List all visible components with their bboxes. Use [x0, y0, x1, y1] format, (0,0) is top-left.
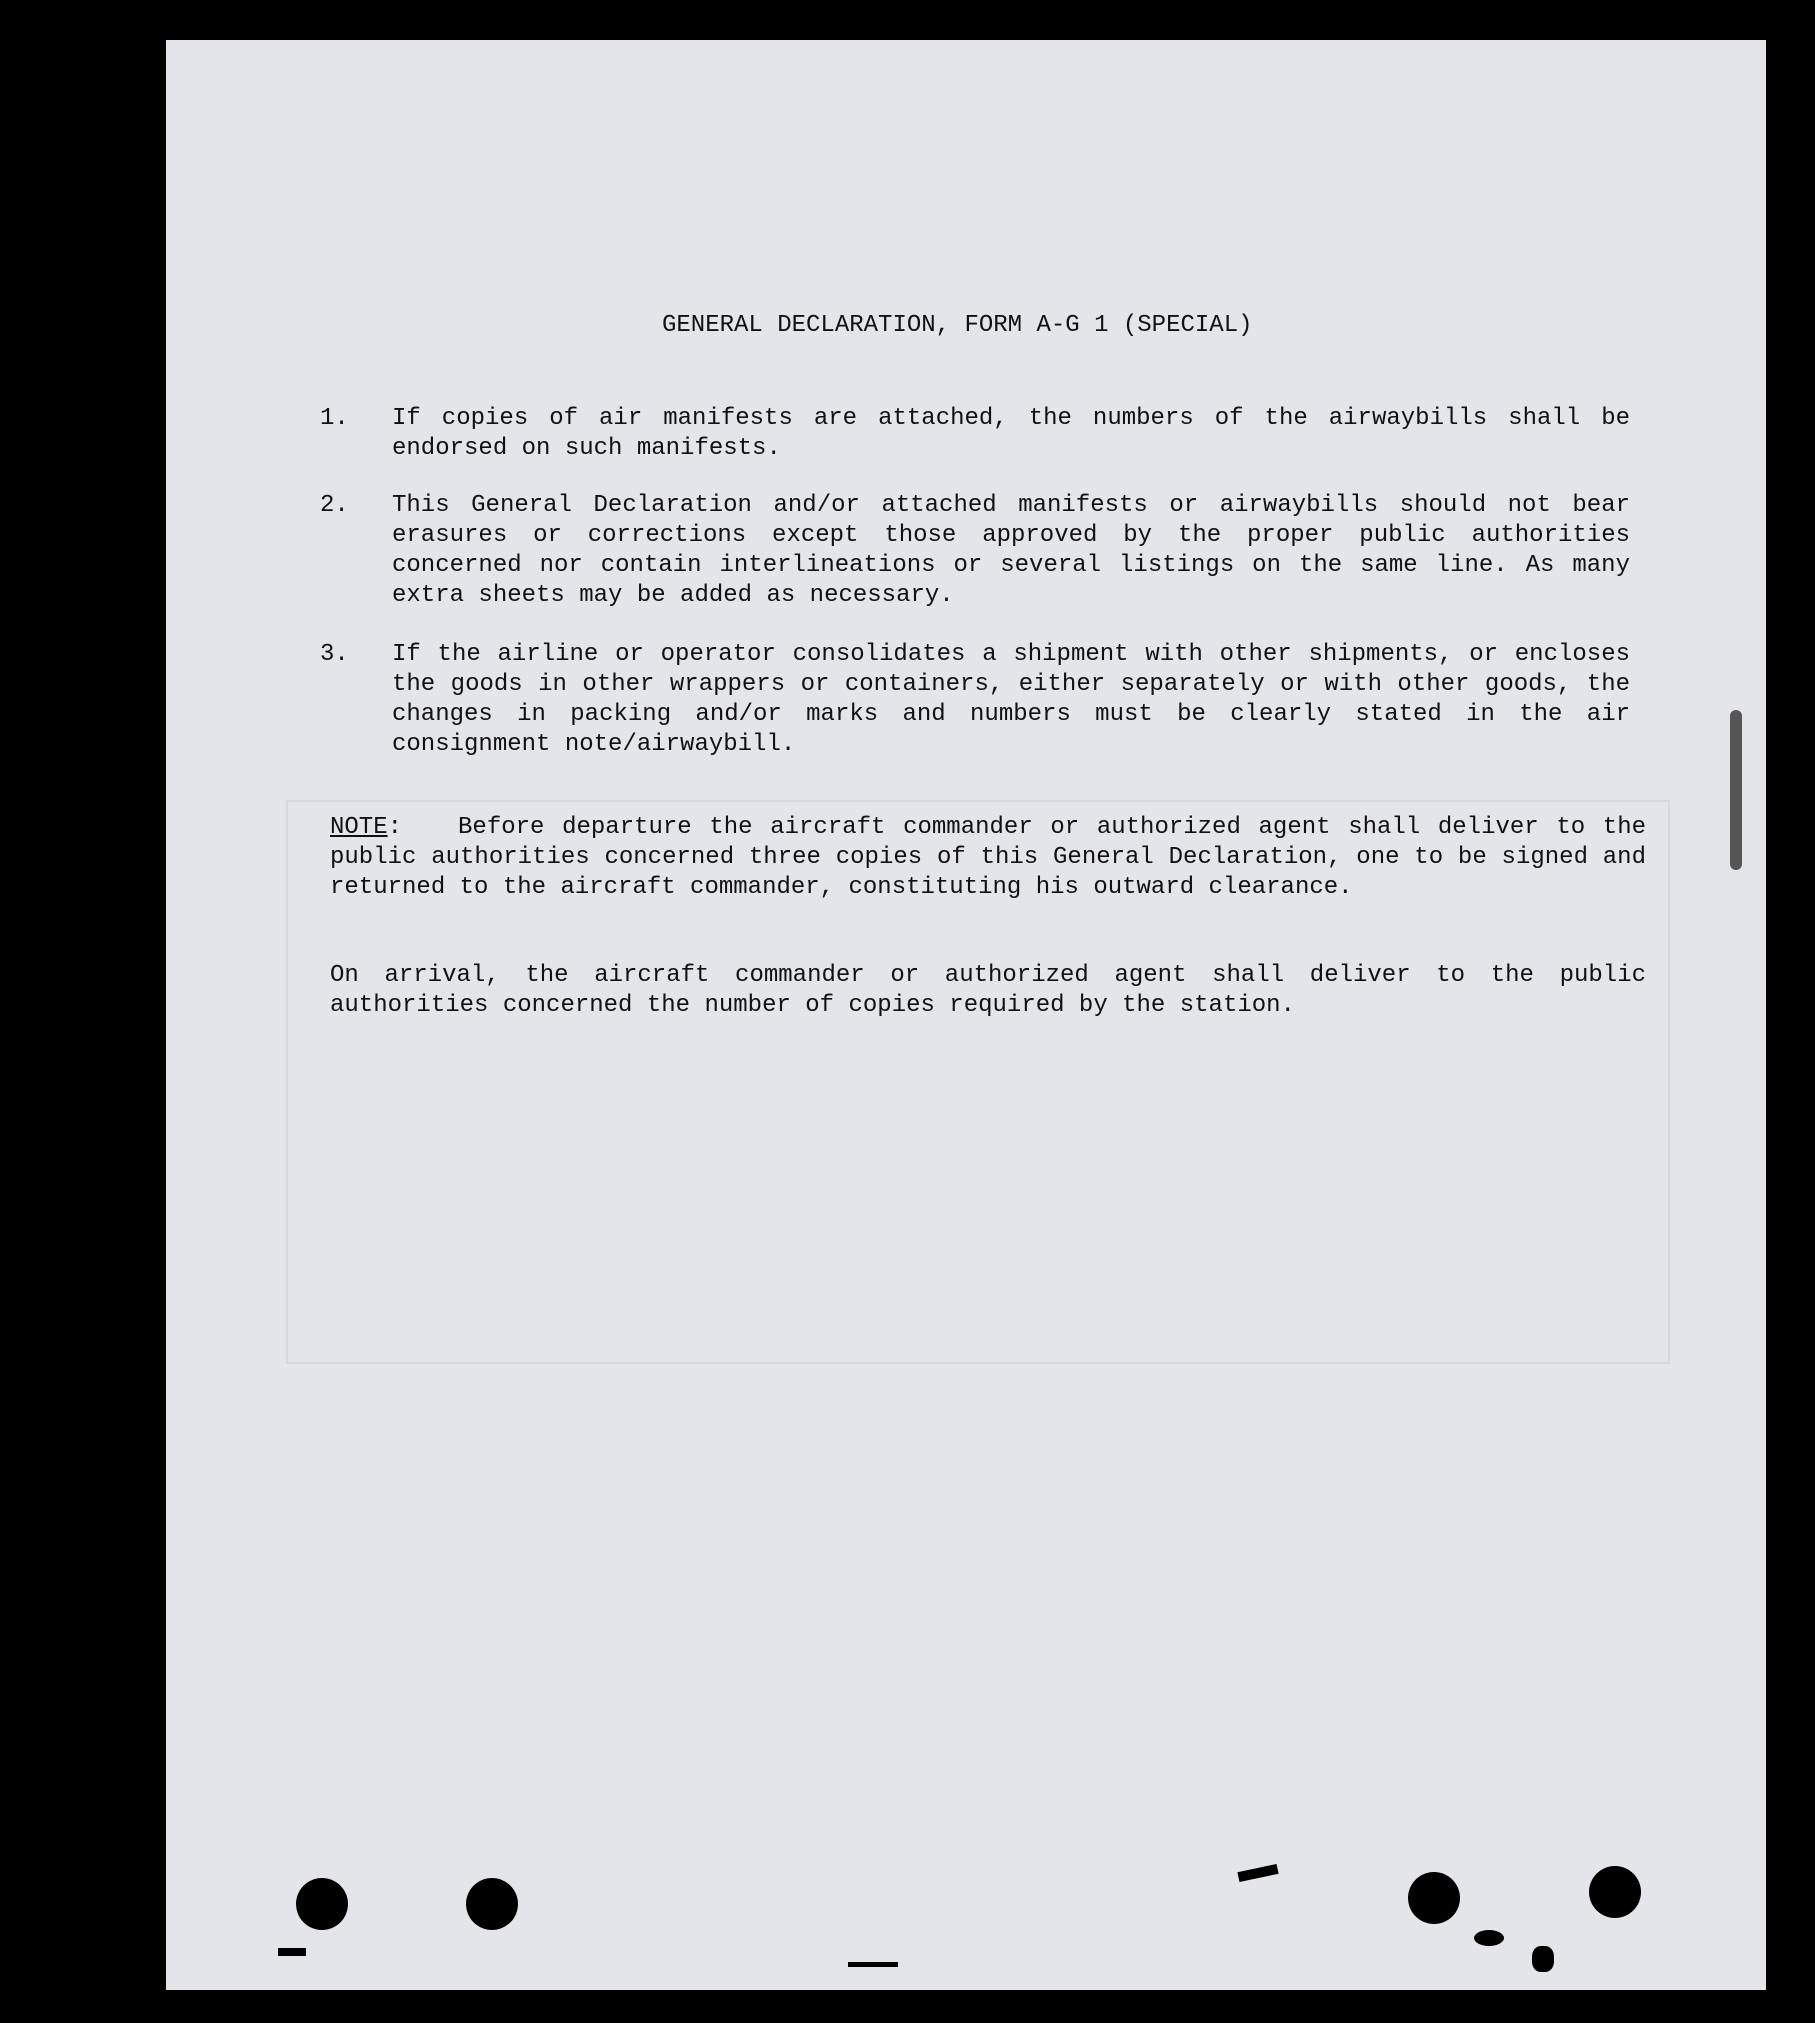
- punch-hole: [1408, 1872, 1460, 1924]
- list-item: [320, 491, 1630, 611]
- punch-hole: [296, 1878, 348, 1930]
- ink-mark: [848, 1962, 898, 1967]
- ink-mark: [1532, 1946, 1554, 1972]
- note-paragraph: [330, 813, 1646, 903]
- note-colon: :: [387, 814, 403, 841]
- note-label: NOTE: [330, 814, 388, 841]
- document-page: [166, 40, 1766, 1990]
- list-item-text: If copies of air manifests are attached, the numbers of the airwaybills shall be endorsed on such manifests.: [392, 405, 1630, 462]
- list-item-number: 1.: [320, 405, 349, 432]
- list-item: [320, 640, 1630, 760]
- arrival-paragraph: On arrival, the aircraft commander or authorized agent shall deliver to the public authorities concerned the number of copies required by the station.: [330, 962, 1646, 1019]
- ink-mark: [278, 1948, 306, 1956]
- document-title: GENERAL DECLARATION, FORM A-G 1 (SPECIAL): [662, 312, 1253, 339]
- list-item-text: If the airline or operator consolidates a shipment with other shipments, or encloses the goods in other wrappers or containers, either separately or with other goods, the changes in packing and/or marks and numbers must be clearly stated in the air consignment note/airwaybill.: [392, 641, 1630, 758]
- ink-mark: [1474, 1930, 1504, 1946]
- list-item-number: 2.: [320, 492, 349, 519]
- punch-hole: [1589, 1866, 1641, 1918]
- ink-mark: [1237, 1864, 1278, 1882]
- list-item-text: This General Declaration and/or attached manifests or airwaybills should not bear erasures or corrections except those approved by the proper public authorities concerned nor contain interlineations or several listings on the same line. As many extra sheets may be added as necessary.: [392, 492, 1630, 609]
- fold-shadow: [1730, 710, 1742, 870]
- list-item: [320, 404, 1630, 464]
- list-item-number: 3.: [320, 641, 349, 668]
- note-text: Before departure the aircraft commander or authorized agent shall deliver to the public authorities concerned three copies of this General Declaration, one to be signed and returned to the aircraft commander, constituting his outward clearance.: [330, 814, 1646, 901]
- punch-hole: [466, 1878, 518, 1930]
